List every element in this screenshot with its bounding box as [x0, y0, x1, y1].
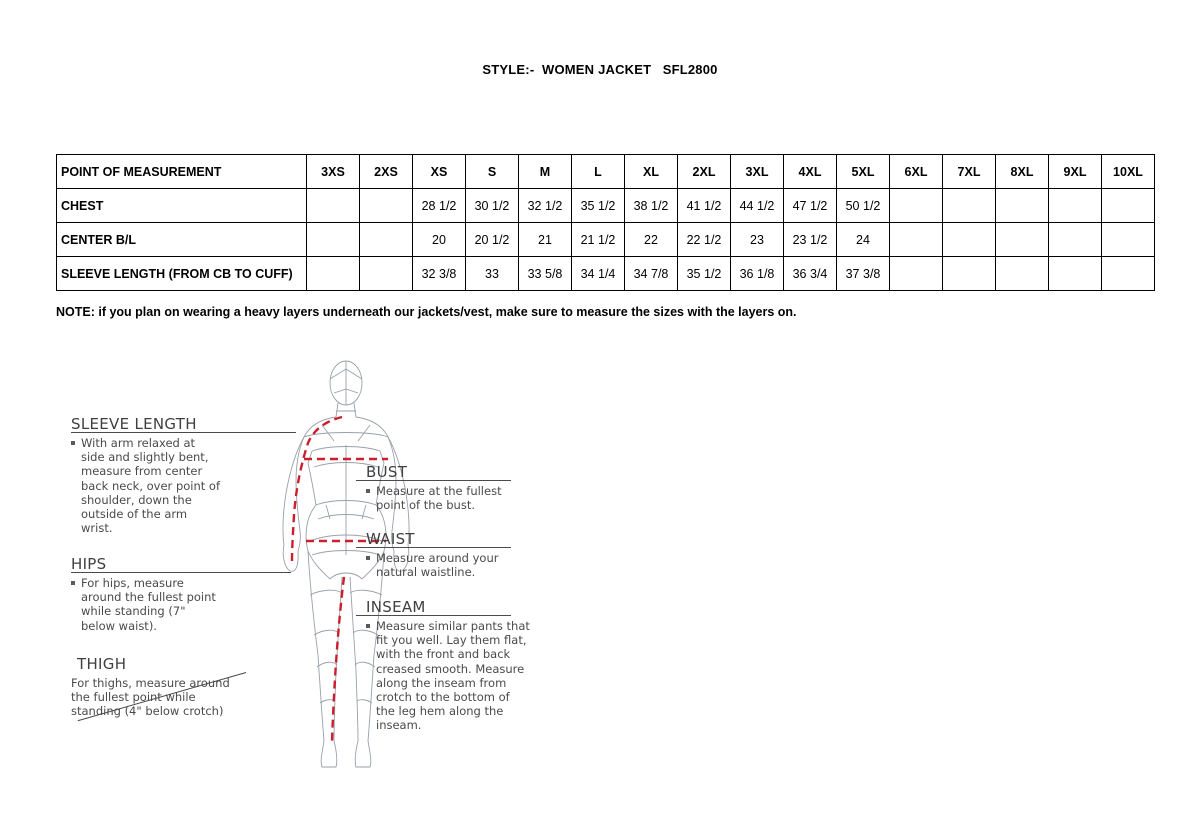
inseam-measure-line: [332, 577, 344, 741]
cell-chest-9xl: [1049, 189, 1102, 223]
cell-cbl-5xl: 24: [837, 223, 890, 257]
cell-cbl-4xl: 23 1/2: [784, 223, 837, 257]
cell-cbl-2xs: [360, 223, 413, 257]
column-header-s: S: [466, 155, 519, 189]
cell-sleeve-4xl: 36 3/4: [784, 257, 837, 291]
cell-cbl-9xl: [1049, 223, 1102, 257]
cell-chest-m: 32 1/2: [519, 189, 572, 223]
callout-body-sleeve-length: With arm relaxed at side and slightly bent, measure from center back neck, over point of shoulder, down the outside of the arm wrist.: [71, 436, 221, 535]
column-header-2xl: 2XL: [678, 155, 731, 189]
cell-chest-5xl: 50 1/2: [837, 189, 890, 223]
column-header-5xl: 5XL: [837, 155, 890, 189]
cell-sleeve-9xl: [1049, 257, 1102, 291]
column-header-3xs: 3XS: [307, 155, 360, 189]
column-header-2xs: 2XS: [360, 155, 413, 189]
callout-sleeve-length: [71, 415, 221, 535]
cell-chest-7xl: [943, 189, 996, 223]
row-label-sleeve-length: SLEEVE LENGTH (FROM CB TO CUFF): [57, 257, 307, 291]
cell-sleeve-6xl: [890, 257, 943, 291]
callout-bust: [366, 463, 526, 512]
cell-chest-2xs: [360, 189, 413, 223]
cell-sleeve-l: 34 1/4: [572, 257, 625, 291]
callout-hips: [71, 555, 221, 633]
row-label-chest: CHEST: [57, 189, 307, 223]
callout-waist: [366, 530, 526, 579]
callout-title-sleeve-length: SLEEVE LENGTH: [71, 415, 197, 433]
cell-sleeve-7xl: [943, 257, 996, 291]
cell-chest-xs: 28 1/2: [413, 189, 466, 223]
cell-cbl-l: 21 1/2: [572, 223, 625, 257]
cell-sleeve-2xl: 35 1/2: [678, 257, 731, 291]
cell-chest-xl: 38 1/2: [625, 189, 678, 223]
cell-cbl-3xs: [307, 223, 360, 257]
cell-sleeve-8xl: [996, 257, 1049, 291]
size-chart-table: [56, 154, 1155, 291]
table-row: [57, 223, 1155, 257]
column-header-6xl: 6XL: [890, 155, 943, 189]
callout-title-hips: HIPS: [71, 555, 107, 573]
measurement-diagram: [56, 355, 1146, 795]
table-row: [57, 257, 1155, 291]
cell-chest-3xl: 44 1/2: [731, 189, 784, 223]
column-header-m: M: [519, 155, 572, 189]
cell-sleeve-3xl: 36 1/8: [731, 257, 784, 291]
cell-sleeve-3xs: [307, 257, 360, 291]
cell-sleeve-xl: 34 7/8: [625, 257, 678, 291]
page-title: STYLE:- WOMEN JACKET SFL2800: [482, 62, 718, 77]
callout-body-hips: For hips, measure around the fullest point while standing (7" below waist).: [71, 576, 221, 633]
cell-sleeve-s: 33: [466, 257, 519, 291]
column-header-8xl: 8XL: [996, 155, 1049, 189]
callout-body-inseam: Measure similar pants that fit you well. Lay them flat, with the front and back creased smooth. Measure along the inseam from crotch to the bottom of the leg hem along the inseam.: [366, 619, 531, 733]
cell-cbl-6xl: [890, 223, 943, 257]
cell-chest-l: 35 1/2: [572, 189, 625, 223]
cell-chest-4xl: 47 1/2: [784, 189, 837, 223]
column-header-xl: XL: [625, 155, 678, 189]
cell-sleeve-xs: 32 3/8: [413, 257, 466, 291]
cell-sleeve-m: 33 5/8: [519, 257, 572, 291]
cell-cbl-xl: 22: [625, 223, 678, 257]
measurement-note: NOTE: if you plan on wearing a heavy layers underneath our jackets/vest, make sure to measure the sizes with the layers on.: [56, 305, 797, 319]
cell-sleeve-2xs: [360, 257, 413, 291]
callout-inseam: [366, 598, 531, 733]
cell-cbl-7xl: [943, 223, 996, 257]
column-header-l: L: [572, 155, 625, 189]
column-header-pom: POINT OF MEASUREMENT: [57, 155, 307, 189]
callout-title-inseam: INSEAM: [366, 598, 426, 616]
callout-body-thigh: For thighs, measure around the fullest point while standing (4" below crotch): [71, 676, 230, 719]
cell-chest-2xl: 41 1/2: [678, 189, 731, 223]
column-header-3xl: 3XL: [731, 155, 784, 189]
callout-thigh: [71, 655, 236, 719]
callout-body-bust: Measure at the fullest point of the bust.: [366, 484, 526, 512]
column-header-4xl: 4XL: [784, 155, 837, 189]
column-header-10xl: 10XL: [1102, 155, 1155, 189]
cell-sleeve-5xl: 37 3/8: [837, 257, 890, 291]
column-header-9xl: 9XL: [1049, 155, 1102, 189]
cell-chest-3xs: [307, 189, 360, 223]
cell-cbl-10xl: [1102, 223, 1155, 257]
callout-title-thigh: THIGH: [77, 655, 127, 673]
callout-title-bust: BUST: [366, 463, 408, 481]
cell-cbl-3xl: 23: [731, 223, 784, 257]
cell-chest-s: 30 1/2: [466, 189, 519, 223]
cell-cbl-2xl: 22 1/2: [678, 223, 731, 257]
callout-title-waist: WAIST: [366, 530, 415, 548]
cell-chest-10xl: [1102, 189, 1155, 223]
sleeve-length-measure-line: [292, 417, 342, 561]
table-row: [57, 189, 1155, 223]
column-header-7xl: 7XL: [943, 155, 996, 189]
cell-cbl-8xl: [996, 223, 1049, 257]
cell-cbl-xs: 20: [413, 223, 466, 257]
cell-chest-6xl: [890, 189, 943, 223]
cell-sleeve-10xl: [1102, 257, 1155, 291]
row-label-center-bl: CENTER B/L: [57, 223, 307, 257]
callout-body-waist: Measure around your natural waistline.: [366, 551, 526, 579]
cell-cbl-m: 21: [519, 223, 572, 257]
table-header-row: [57, 155, 1155, 189]
column-header-xs: XS: [413, 155, 466, 189]
cell-cbl-s: 20 1/2: [466, 223, 519, 257]
cell-chest-8xl: [996, 189, 1049, 223]
